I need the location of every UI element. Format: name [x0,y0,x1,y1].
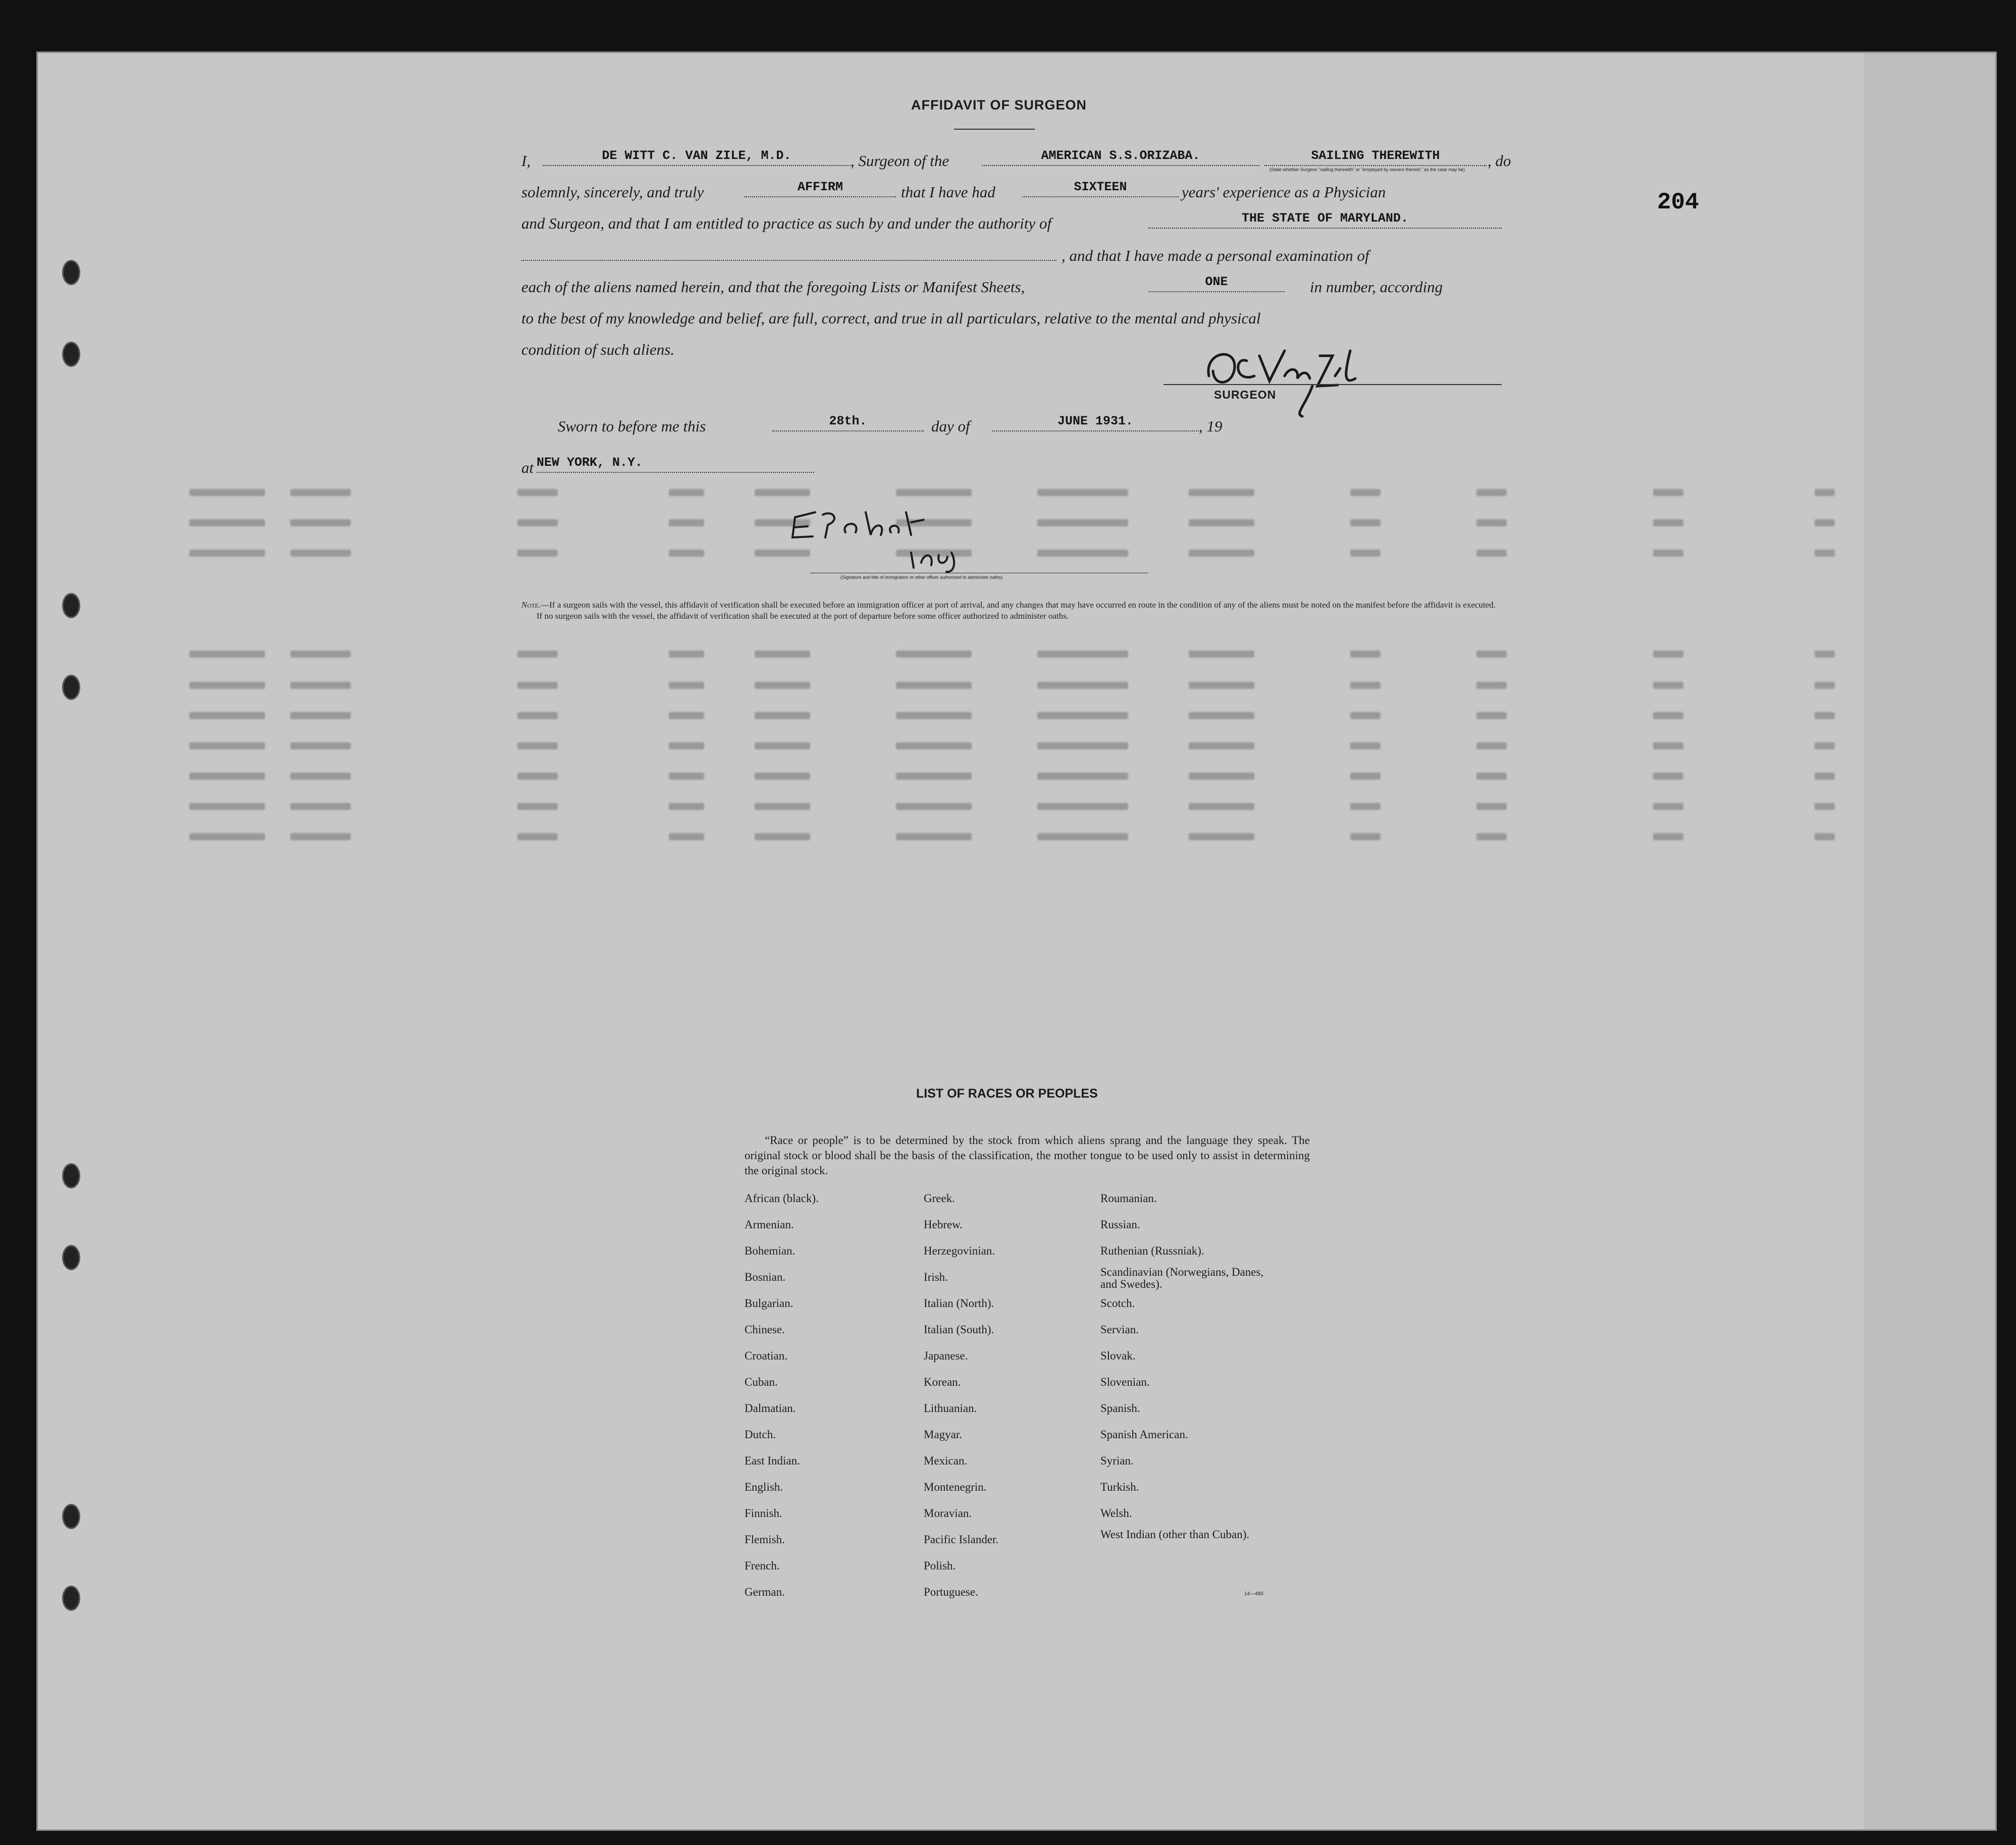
race-item: Russian. [1100,1218,1140,1231]
binder-hole [62,1245,80,1270]
race-item: Slovenian. [1100,1376,1150,1388]
race-item: Japanese. [924,1349,968,1362]
affidavit-line-7: condition of such aliens. [521,341,675,358]
race-item: Irish. [924,1271,948,1283]
surgeon-name-field: DE WITT C. VAN ZILE, M.D. [543,148,851,166]
bleed-through-row [189,709,1830,724]
race-item: Ruthenian (Russniak). [1100,1244,1204,1257]
vessel-name-field: AMERICAN S.S.ORIZABA. [982,148,1259,166]
race-item: Pacific Islander. [924,1533,999,1546]
race-item: Portuguese. [924,1586,978,1598]
bleed-through-row [189,770,1830,785]
sworn-mid: day of [931,417,970,435]
race-item: Korean. [924,1376,961,1388]
race-item: Bosnian. [745,1271,786,1283]
binder-hole [62,1586,80,1611]
surgeon-signature [1199,341,1436,421]
affidavit-line-1-suffix: , do [1488,152,1511,170]
affidavit-line-1-prefix: I, [521,152,531,170]
sworn-day-field: 28th. [772,413,924,431]
race-item: Polish. [924,1559,956,1572]
race-item: Italian (North). [924,1297,994,1310]
race-item: Slovak. [1100,1349,1136,1362]
race-item: Spanish American. [1100,1428,1188,1441]
race-item: West Indian (other than Cuban). [1100,1528,1250,1541]
binder-hole [62,593,80,618]
races-column-3 [1100,1185,1272,1553]
race-item: Greek. [924,1192,955,1205]
officer-caption: (Signature and title of immigration or other officer authorized to administer oaths) [840,575,1002,580]
race-item: Scotch. [1100,1297,1135,1310]
affidavit-line-2-mid: that I have had [901,183,995,201]
races-list-intro: “Race or people” is to be determined by the stock from which aliens sprang and the language they speak. The original stock or blood shall be the basis of the classification, the mother tongue to be used only to assist in determining the original stock. [745,1134,1310,1177]
affidavit-note [521,600,1516,622]
title-rule [954,129,1035,130]
race-item: Mexican. [924,1454,968,1467]
race-item: Hebrew. [924,1218,963,1231]
race-item: Herzegovinian. [924,1244,995,1257]
race-item: Turkish. [1100,1481,1139,1493]
race-item: Italian (South). [924,1323,994,1336]
race-item: Roumanian. [1100,1192,1157,1205]
binder-hole [62,1504,80,1529]
binder-hole [62,342,80,367]
race-item: Montenegrin. [924,1481,987,1493]
surgeon-status-field: SAILING THEREWITH [1264,148,1487,166]
race-item: Lithuanian. [924,1402,977,1415]
binder-hole [62,260,80,285]
affidavit-line-2-suffix: years' experience as a Physician [1182,183,1386,201]
at-prefix: at [521,459,534,476]
binder-hole [62,675,80,700]
affidavit-line-4: , and that I have made a personal examination of [1062,247,1369,264]
blank-line-field [521,243,1056,261]
binder-hole [62,1163,80,1188]
race-item: German. [745,1586,785,1598]
race-item: Scandinavian (Norwegians, Danes, and Swedes). [1100,1266,1264,1290]
sworn-prefix: Sworn to before me this [558,417,706,435]
note-text-1: —If a surgeon sails with the vessel, this affidavit of verification shall be executed before an immigration officer at port of arrival, and any changes that may have occurred en route in the condition of any of the aliens must be noted on the manifest before the affidavit is executed. [541,600,1496,610]
race-item: Bulgarian. [745,1297,793,1310]
race-item: French. [745,1559,780,1572]
affidavit-line-2-prefix: solemnly, sincerely, and truly [521,183,704,201]
surgeon-signature-rule [1163,384,1502,385]
bleed-through-row [189,830,1830,845]
page-edge [1864,53,1995,1829]
race-item: Finnish. [745,1507,782,1520]
sworn-suffix: , 19 [1199,417,1223,435]
affidavit-line-6: to the best of my knowledge and belief, are full, correct, and true in all particulars, relative to the mental and physical [521,309,1261,327]
note-lead: Note. [521,600,541,610]
race-item: Dutch. [745,1428,776,1441]
affidavit-line-5-suffix: in number, according [1310,278,1443,296]
race-item: Armenian. [745,1218,794,1231]
note-text-2: If no surgeon sails with the vessel, the affidavit of verification shall be executed at the port of departure before some officer authorized to administer oaths. [537,611,1069,621]
surgeon-status-note: (State whether Surgeon "sailing therewith" or "employed by owners thereof," as the case may be) [1269,167,1465,172]
race-item: African (black). [745,1192,819,1205]
page-number: 204 [1657,189,1699,215]
race-item: Croatian. [745,1349,787,1362]
race-item: Dalmatian. [745,1402,796,1415]
race-item: East Indian. [745,1454,800,1467]
bleed-through-row [189,647,1830,663]
affidavit-line-3-prefix: and Surgeon, and that I am entitled to practice as such by and under the authority of [521,214,1052,232]
race-item: Moravian. [924,1507,972,1520]
officer-signature [785,497,1068,573]
race-item: Magyar. [924,1428,963,1441]
race-item: Syrian. [1100,1454,1134,1467]
document-page [36,51,1997,1831]
race-item: Welsh. [1100,1507,1132,1520]
races-column-2 [924,1185,1095,1605]
surgeon-label: SURGEON [1214,388,1277,401]
bleed-through-row [189,739,1830,754]
races-column-1 [745,1185,906,1605]
race-item: English. [745,1481,783,1493]
affirm-field: AFFIRM [745,179,896,197]
sworn-month-field: JUNE 1931. [992,413,1199,431]
race-item: Cuban. [745,1376,778,1388]
bleed-through-row [189,679,1830,694]
sheet-count-field: ONE [1148,274,1285,292]
affidavit-line-5-prefix: each of the aliens named herein, and that the foregoing Lists or Manifest Sheets, [521,278,1025,296]
affidavit-line-1-mid: , Surgeon of the [851,152,949,170]
form-number: 14—480 [1244,1591,1263,1597]
races-list-title: LIST OF RACES OR PEOPLES [916,1087,1098,1101]
race-item: Chinese. [745,1323,785,1336]
race-item: Bohemian. [745,1244,795,1257]
race-item: Flemish. [745,1533,785,1546]
authority-field: THE STATE OF MARYLAND. [1148,210,1502,229]
race-item: Servian. [1100,1323,1139,1336]
bleed-through-row [189,800,1830,815]
place-field: NEW YORK, N.Y. [537,455,814,473]
affidavit-title: AFFIDAVIT OF SURGEON [911,97,1087,113]
race-item: Spanish. [1100,1402,1140,1415]
years-field: SIXTEEN [1022,179,1179,197]
